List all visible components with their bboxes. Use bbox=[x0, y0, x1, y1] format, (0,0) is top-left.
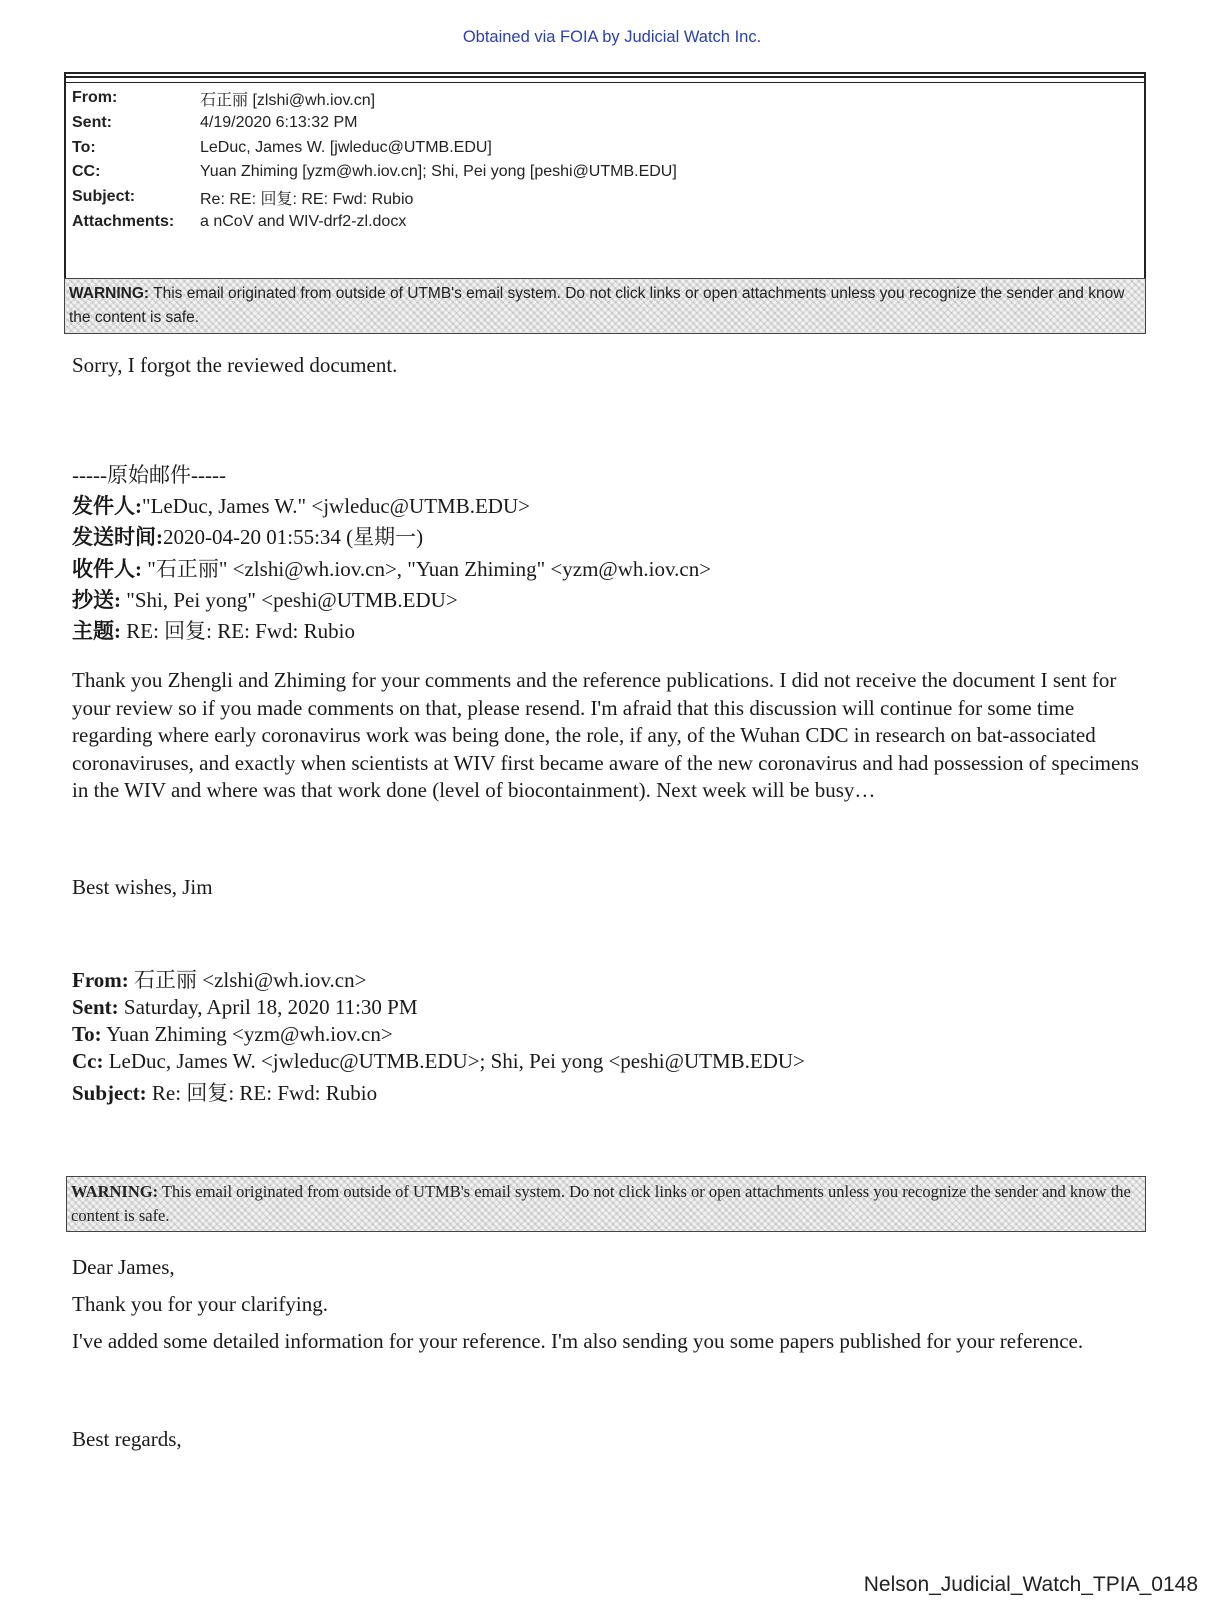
original-subject-line bbox=[72, 615, 355, 645]
warning-text-2: This email originated from outside of UTMB's email system. Do not click links or open attachments unless you recognize the sender and know the content is safe. bbox=[71, 1182, 1131, 1225]
original-cc-line bbox=[72, 584, 458, 614]
detail-info-line: I've added some detailed information for your reference. I'm also sending you some papers published for your reference. bbox=[72, 1329, 1084, 1353]
forward-from-label: From: bbox=[72, 968, 129, 992]
header-sent-row bbox=[72, 111, 677, 136]
leduc-message-body: Thank you Zhengli and Zhiming for your comments and the reference publications. I did not receive the document I sent for your review so if you made comments on that, please resend. I'm afraid that this discussion will continue for some time regarding where early coronavirus work was being done, the role, if any, of the Wuhan CDC in research on bat-associated coronaviruses, and exactly when scientists at WIV first became aware of the new coronavirus and had possession of specimens in the WIV and where was that work done (level of biocontainment). Next week will be busy… bbox=[72, 668, 1139, 802]
header-to-label: To: bbox=[72, 138, 96, 156]
forward-subject-value: Re: 回复: RE: Fwd: Rubio bbox=[151, 1081, 378, 1105]
forward-to-line bbox=[72, 1022, 393, 1047]
foia-watermark: Obtained via FOIA by Judicial Watch Inc. bbox=[462, 28, 762, 46]
header-to-row bbox=[72, 135, 677, 160]
header-sent-value: 4/19/2020 6:13:32 PM bbox=[200, 114, 358, 132]
original-to-line bbox=[72, 553, 711, 583]
header-cc-row bbox=[72, 160, 677, 185]
original-cc-value: "Shi, Pei yong" <peshi@UTMB.EDU> bbox=[126, 588, 458, 612]
forward-subject-line bbox=[72, 1077, 377, 1107]
original-from-line bbox=[72, 490, 530, 520]
forward-subject-label: Subject: bbox=[72, 1081, 147, 1105]
header-cc-value: Yuan Zhiming [yzm@wh.iov.cn]; Shi, Pei yong [peshi@UTMB.EDU] bbox=[200, 163, 677, 181]
header-attachments-label: Attachments: bbox=[72, 212, 175, 230]
forward-to-label: To: bbox=[72, 1022, 102, 1046]
header-subject-row bbox=[72, 185, 677, 210]
regards-signoff: Best regards, bbox=[72, 1427, 182, 1451]
greeting-line: Dear James, bbox=[72, 1255, 175, 1279]
clarifying-line: Thank you for your clarifying. bbox=[72, 1292, 329, 1316]
header-subject-label: Subject: bbox=[72, 188, 136, 206]
leduc-signoff: Best wishes, Jim bbox=[72, 875, 213, 899]
forward-cc-line bbox=[72, 1049, 805, 1074]
warning-text: This email originated from outside of UTMB's email system. Do not click links or open attachments unless you recognize the sender and know the content is safe. bbox=[69, 285, 1125, 326]
forward-sent-label: Sent: bbox=[72, 995, 119, 1019]
email-header-fields bbox=[72, 86, 677, 234]
original-from-value: "LeDuc, James W." <jwleduc@UTMB.EDU> bbox=[142, 494, 530, 518]
forward-to-value: Yuan Zhiming <yzm@wh.iov.cn> bbox=[106, 1022, 393, 1046]
original-message-divider: -----原始邮件----- bbox=[72, 463, 226, 487]
warning-label: WARNING: bbox=[69, 285, 150, 302]
header-cc-label: CC: bbox=[72, 163, 101, 181]
original-sent-label: 发送时间: bbox=[72, 525, 163, 549]
forward-cc-label: Cc: bbox=[72, 1049, 104, 1073]
header-from-value: 石正丽 [zlshi@wh.iov.cn] bbox=[200, 91, 376, 109]
forward-from-value: 石正丽 <zlshi@wh.iov.cn> bbox=[134, 968, 367, 992]
original-sent-line bbox=[72, 521, 423, 551]
original-to-label: 收件人: bbox=[72, 557, 142, 581]
header-to-value: LeDuc, James W. [jwleduc@UTMB.EDU] bbox=[200, 138, 492, 156]
forward-sent-value: Saturday, April 18, 2020 11:30 PM bbox=[123, 995, 418, 1019]
header-top-rule bbox=[66, 76, 1144, 83]
original-to-value: "石正丽" <zlshi@wh.iov.cn>, "Yuan Zhiming" <yzm@wh.iov.cn> bbox=[147, 557, 712, 581]
reply-body-text: Sorry, I forgot the reviewed document. bbox=[72, 353, 398, 377]
bates-number-footer: Nelson_Judicial_Watch_TPIA_0148 bbox=[863, 1573, 1198, 1596]
original-from-label: 发件人: bbox=[72, 494, 142, 518]
forward-cc-value: LeDuc, James W. <jwleduc@UTMB.EDU>; Shi, Pei yong <peshi@UTMB.EDU> bbox=[108, 1049, 805, 1073]
header-subject-value: Re: RE: 回复: RE: Fwd: Rubio bbox=[200, 190, 414, 208]
original-subject-label: 主题: bbox=[72, 619, 121, 643]
external-email-warning-banner bbox=[64, 278, 1146, 334]
original-cc-label: 抄送: bbox=[72, 588, 121, 612]
header-attachments-value[interactable]: a nCoV and WIV-drf2-zl.docx bbox=[200, 212, 407, 230]
forward-from-line bbox=[72, 964, 366, 994]
header-attachments-row bbox=[72, 209, 677, 234]
header-sent-label: Sent: bbox=[72, 114, 112, 132]
forward-sent-line bbox=[72, 995, 418, 1020]
external-email-warning-banner-2 bbox=[66, 1176, 1146, 1232]
original-sent-value: 2020-04-20 01:55:34 (星期一) bbox=[163, 525, 424, 549]
header-from-row bbox=[72, 86, 677, 111]
header-from-label: From: bbox=[72, 89, 118, 107]
original-subject-value: RE: 回复: RE: Fwd: Rubio bbox=[126, 619, 355, 643]
warning-label-2: WARNING: bbox=[71, 1182, 159, 1201]
